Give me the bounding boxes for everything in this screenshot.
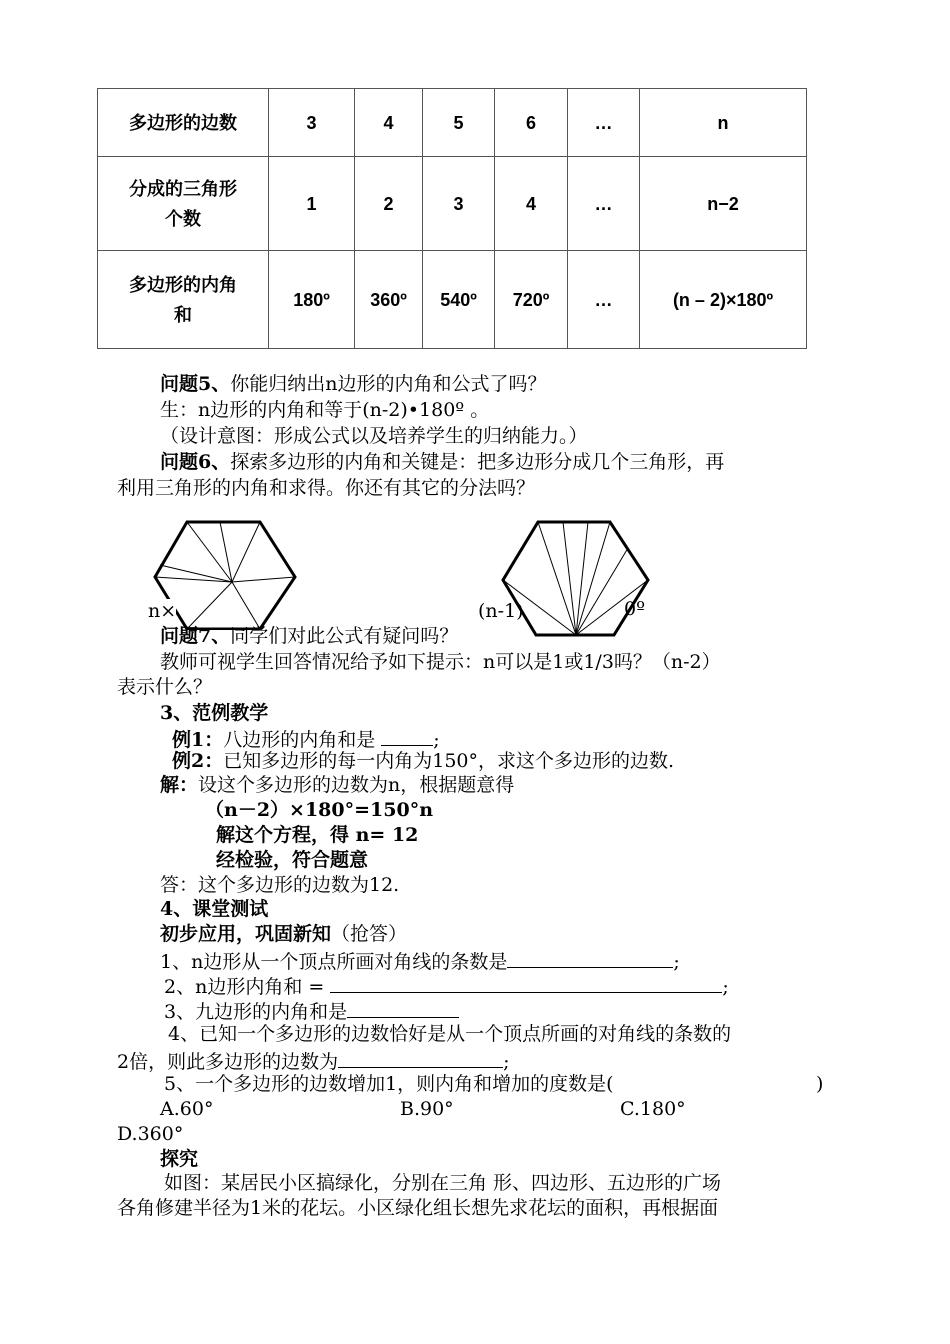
table-cell: …: [568, 157, 640, 251]
question-6: [160, 450, 724, 474]
table-cell: 3: [423, 157, 495, 251]
table-cell: 6: [495, 89, 568, 157]
explore-heading: 探究: [160, 1148, 199, 1170]
subheading-bold: 初步应用，巩固新知: [160, 923, 332, 945]
table-cell: 5: [423, 89, 495, 157]
table-cell: 360º: [355, 251, 423, 349]
answer-blank: [381, 725, 433, 746]
question-7: [160, 624, 458, 648]
test-item-5-end: ): [816, 1073, 824, 1095]
table-cell: 1: [269, 157, 355, 251]
item-text: 2倍，则此多边形的边数为: [117, 1051, 339, 1073]
option-c: C.180°: [620, 1098, 686, 1120]
question-text: 你能归纳出n边形的内角和公式了吗？: [230, 373, 547, 395]
question-label: 问题7、: [160, 625, 231, 647]
question-label: 问题6、: [160, 451, 231, 473]
answer-blank: [507, 947, 673, 968]
solution-label: 解：: [160, 774, 199, 796]
punct: ;: [673, 951, 680, 973]
item-text: 3、九边形的内角和是: [164, 1001, 348, 1023]
test-item-4: 4、已知一个多边形的边数恰好是从一个顶点所画的对角线的条数的: [168, 1023, 732, 1045]
table-cell: (n – 2)×180º: [640, 251, 807, 349]
equation-3: 经检验，符合题意: [216, 849, 369, 871]
table-cell: 720º: [495, 251, 568, 349]
table-cell: …: [568, 89, 640, 157]
table-cell: 540º: [423, 251, 495, 349]
subheading-normal: （抢答）: [331, 923, 408, 945]
test-item-4-cont: [117, 1047, 510, 1074]
question-6-cont: 利用三角形的内角和求得。你还有其它的分法吗？: [117, 477, 536, 499]
item-text: 1、n边形从一个顶点所画对角线的条数是: [160, 951, 508, 973]
left-figure-caption: n×: [148, 600, 177, 622]
right-figure-caption: (n-1): [478, 600, 524, 622]
design-note: （设计意图：形成公式以及培养学生的归纳能力。）: [160, 425, 588, 447]
student-answer: 生：n边形的内角和等于(n-2)•180º 。: [160, 399, 490, 421]
example-label: 例1：: [172, 729, 224, 751]
answer-blank: [330, 972, 722, 993]
table-cell: 4: [355, 89, 423, 157]
teacher-hint: 教师可视学生回答情况给予如下提示：n可以是1或1/3吗？（n-2）: [160, 651, 721, 673]
question-5: [160, 372, 546, 396]
test-item-2: [164, 972, 729, 999]
explore-paragraph-line-1: 如图：某居民小区搞绿化，分别在三角 形、四边形、五边形的广场: [164, 1172, 722, 1194]
explore-paragraph-line-2: 各角修建半径为1米的花坛。小区绿化组长想先求花坛的面积，再根据面: [117, 1197, 719, 1219]
right-figure-caption-tail: 0º: [624, 598, 646, 620]
example-label: 例2：: [172, 750, 224, 772]
answer-line: 答：这个多边形的边数为12.: [160, 874, 400, 896]
example-text: 八边形的内角和是: [223, 729, 376, 751]
row-head: 多边形的边数: [98, 89, 269, 157]
row-head: 分成的三角形个数: [98, 157, 269, 251]
table-cell: …: [568, 251, 640, 349]
table-cell: 2: [355, 157, 423, 251]
example-text: 已知多边形的每一内角为150°，求这个多边形的边数.: [223, 750, 675, 772]
option-a: A.60°: [160, 1098, 214, 1120]
punct: ;: [433, 729, 440, 751]
option-b: B.90°: [400, 1098, 454, 1120]
example-1: [172, 725, 440, 752]
solution: [160, 773, 514, 797]
row-head: 多边形的内角和: [98, 251, 269, 349]
punct: ;: [503, 1051, 510, 1073]
solution-text: 设这个多边形的边数为n，根据题意得: [198, 774, 515, 796]
test-item-3: [164, 997, 459, 1024]
question-label: 问题5、: [160, 373, 231, 395]
equation-1: （n－2）×180°=150°n: [205, 799, 434, 821]
section-3-heading: 3、范例教学: [160, 702, 269, 724]
example-2: [172, 749, 674, 773]
item-text: 5、一个多边形的边数增加1，则内角和增加的度数是(: [164, 1073, 614, 1095]
option-d: D.360°: [117, 1123, 184, 1145]
question-text: 同学们对此公式有疑问吗？: [230, 625, 459, 647]
answer-blank: [347, 997, 459, 1018]
section-4-subheading: [160, 922, 407, 946]
section-4-heading: 4、课堂测试: [160, 898, 269, 920]
table-cell: 180º: [269, 251, 355, 349]
punct: ;: [722, 976, 729, 998]
equation-2: 解这个方程，得 n= 12: [216, 824, 419, 846]
test-item-5: [164, 1072, 614, 1096]
item-text: 2、n边形内角和 =: [164, 976, 325, 998]
table-cell: 3: [269, 89, 355, 157]
polygon-angle-table: [97, 88, 807, 349]
table-cell: n−2: [640, 157, 807, 251]
answer-blank: [338, 1047, 503, 1068]
question-text: 探索多边形的内角和关键是：把多边形分成几个三角形，再: [230, 451, 725, 473]
table-cell: 4: [495, 157, 568, 251]
test-item-1: [160, 947, 680, 974]
teacher-hint-cont: 表示什么？: [117, 676, 213, 698]
table-cell: n: [640, 89, 807, 157]
